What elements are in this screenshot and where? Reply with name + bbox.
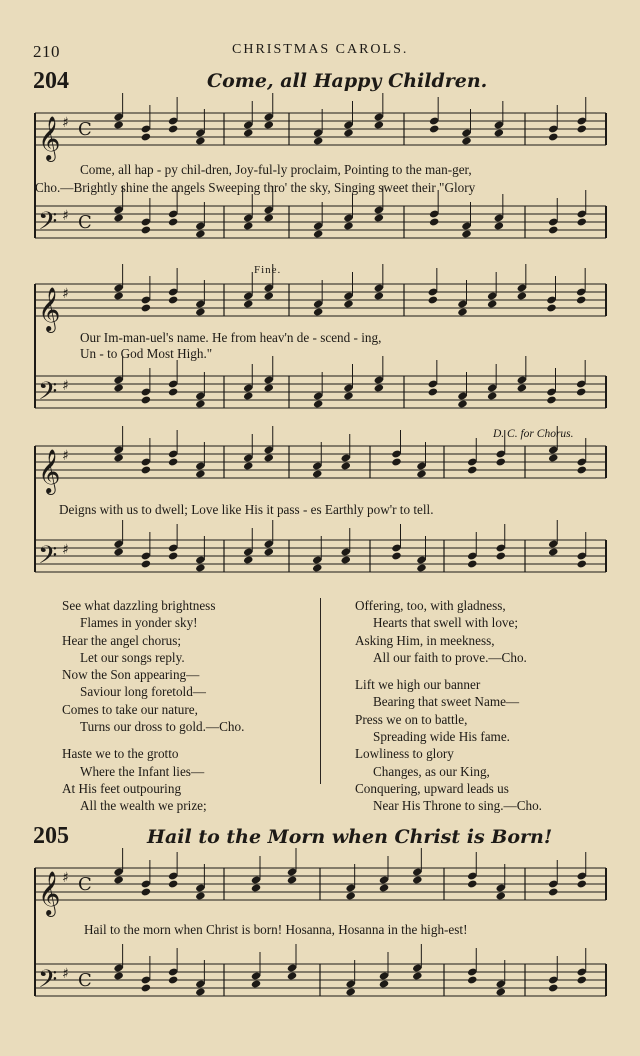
svg-text:𝄞: 𝄞 [38,449,61,493]
svg-text:♯: ♯ [62,378,69,394]
svg-text:♯: ♯ [62,870,69,886]
svg-text:C: C [78,970,92,991]
svg-text:𝄢: 𝄢 [38,541,58,576]
svg-text:♯: ♯ [62,966,69,982]
svg-text:C: C [78,119,92,140]
stanza-line: Comes to take our nature, [62,701,198,717]
svg-text:𝄢: 𝄢 [38,377,58,412]
stanza-line: Haste we to the grotto [62,746,179,762]
svg-text:C: C [78,212,92,233]
stanza-line: Lowliness to glory [355,746,454,762]
svg-text:𝄢: 𝄢 [38,207,58,242]
dc-marker: D. C. for Chorus. [493,428,574,440]
stanza-line: All the wealth we prize; [80,798,207,814]
stanzas-left [62,597,244,815]
fine-marker: Fine. [254,264,282,276]
stanza-line: Press we on to battle, [355,711,468,727]
stanza-line: Flames in yonder sky! [80,615,198,631]
column-divider [320,598,321,784]
hymn-204-verse-line-2: Our Im-man-uel's name. He from heav'n de - scend - ing, [80,330,382,345]
hymn-204-title: Come, all Happy Children. [207,70,488,92]
svg-text:♯: ♯ [62,286,69,302]
stanza-line: Lift we high our banner [355,677,481,693]
stanza-line: Asking Him, in meekness, [355,632,495,648]
hymn-205-lyric: Hail to the morn when Christ is born! Hosanna, Hosanna in the high-est! [84,922,468,937]
svg-text:♯: ♯ [62,448,69,464]
stanza-line: Saviour long foretold— [80,684,206,700]
svg-text:𝄞: 𝄞 [38,287,61,331]
stanza-line: Hear the angel chorus; [62,632,182,648]
stanza-line: Now the Son appearing— [62,667,200,683]
svg-text:𝄞: 𝄞 [38,871,61,915]
svg-text:♯: ♯ [62,542,69,558]
stanza-line: Changes, as our King, [373,763,490,779]
stanza-line: Let our songs reply. [80,649,185,665]
stanza-line: Near His Throne to sing.—Cho. [373,798,542,814]
stanza-line: Spreading wide His fame. [373,729,510,745]
stanza-line: Hearts that swell with love; [373,615,519,631]
svg-text:♯: ♯ [62,115,69,131]
stanza-line: Turns our dross to gold.—Cho. [80,719,245,735]
hymn-204-number: 204 [33,68,69,94]
stanza-line: Conquering, upward leads us [355,780,509,796]
stanza-line: Offering, too, with gladness, [355,598,506,613]
stanza-line: At His feet outpouring [62,780,182,796]
running-title: CHRISTMAS CAROLS. [232,42,409,57]
hymn-204-verse-line-3: Deigns with us to dwell; Love like His it pass - es Earthly pow'r to tell. [59,502,434,517]
svg-text:𝄞: 𝄞 [38,116,61,160]
stanza-line: Bearing that sweet Name— [373,694,520,710]
stanzas-right [355,597,542,815]
hymn-204-chorus-line-1: Cho.—Brightly shine the angels Sweeping thro' the sky, Singing sweet their "Glory [35,180,476,195]
svg-text:C: C [78,874,92,895]
page-number: 210 [33,42,60,61]
hymn-204-chorus-line-2: Un - to God Most High." [80,346,213,361]
stanza-line: Where the Infant lies— [80,763,205,779]
svg-text:𝄢: 𝄢 [38,965,58,1000]
svg-text:♯: ♯ [62,208,69,224]
stanza-line: All our faith to prove.—Cho. [373,649,527,665]
hymn-205-title: Hail to the Morn when Christ is Born! [147,826,553,848]
stanza-line: See what dazzling brightness [62,598,216,613]
hymn-204-verse-line-1: Come, all hap - py chil-dren, Joy-ful-ly proclaim, Pointing to the man-ger, [80,162,472,177]
hymn-205-number: 205 [33,823,69,849]
